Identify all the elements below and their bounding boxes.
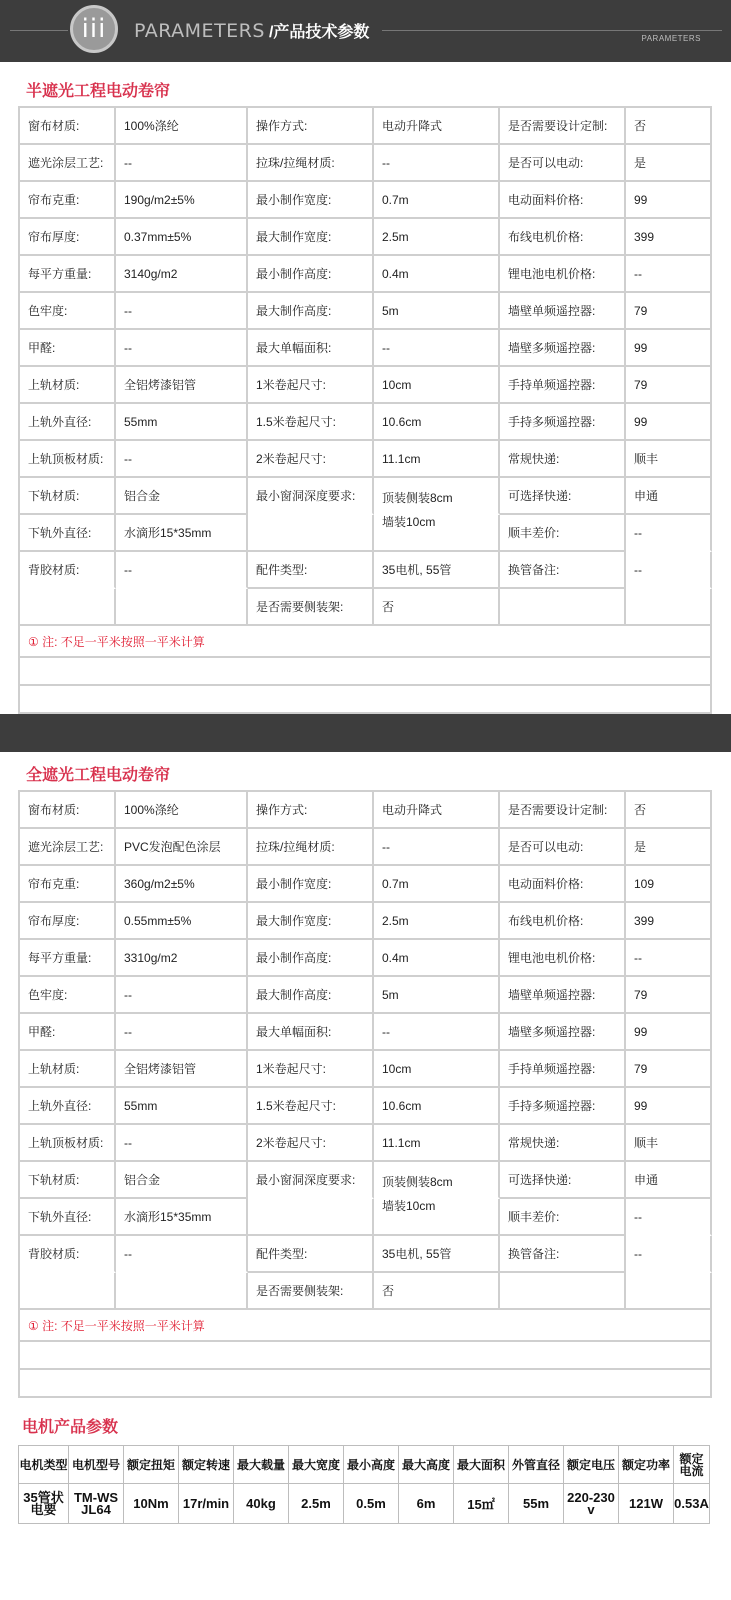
table-cell: 申通 — [626, 1162, 712, 1199]
note-text: ① 注: 不足一平米按照一平米计算 — [20, 1310, 712, 1342]
banner-small-text: PARAMETERS — [641, 34, 701, 43]
table-cell: 2米卷起尺寸: — [248, 441, 374, 478]
table-cell: 拉珠/拉绳材质: — [248, 145, 374, 182]
table-cell: 换管备注: — [500, 552, 626, 589]
motor-value-cell: 55m — [509, 1484, 564, 1524]
table-cell: 79 — [626, 293, 712, 330]
table-cell: 79 — [626, 367, 712, 404]
table-cell: 0.4m — [374, 256, 500, 293]
table-cell — [116, 589, 248, 626]
table-cell: 最小制作高度: — [248, 940, 374, 977]
table-cell: 手持多频遥控器: — [500, 1088, 626, 1125]
table-cell: 399 — [626, 219, 712, 256]
motor-header-cell: 额定电压 — [564, 1446, 619, 1484]
table-cell: 55mm — [116, 404, 248, 441]
table-cell — [248, 1199, 374, 1236]
motor-value-row — [19, 1484, 710, 1524]
table-cell: 99 — [626, 182, 712, 219]
table-row — [20, 1088, 712, 1125]
motor-header-cell: 电机类型 — [19, 1446, 69, 1484]
header-banner — [0, 0, 731, 62]
motor-header-cell: 最大面积 — [454, 1446, 509, 1484]
table-cell: 顺丰差价: — [500, 1199, 626, 1236]
table-cell: -- — [116, 1236, 248, 1273]
table-cell: 帘布克重: — [20, 866, 116, 903]
table-cell: 可选择快递: — [500, 478, 626, 515]
banner-title-en: PARAMETERS — [134, 20, 265, 42]
table-cell: 1米卷起尺寸: — [248, 367, 374, 404]
table-cell: 79 — [626, 1051, 712, 1088]
table-cell: 3310g/m2 — [116, 940, 248, 977]
table-cell: 否 — [626, 108, 712, 145]
table-cell: 1.5米卷起尺寸: — [248, 1088, 374, 1125]
motor-header-cell: 额定电流 — [674, 1446, 710, 1484]
table-cell: 全铝烤漆铝管 — [116, 1051, 248, 1088]
table-cell: 上轨外直径: — [20, 404, 116, 441]
table-cell: 铝合金 — [116, 478, 248, 515]
table-cell: 10cm — [374, 367, 500, 404]
table-cell: 水滴形15*35mm — [116, 515, 248, 552]
table-cell: 手持单频遥控器: — [500, 1051, 626, 1088]
table-row — [20, 792, 712, 829]
table-cell — [500, 1273, 626, 1310]
table-cell: 99 — [626, 1088, 712, 1125]
table-cell: 最小制作宽度: — [248, 182, 374, 219]
table-cell — [20, 1273, 116, 1310]
table-cell: 墙壁多频遥控器: — [500, 1014, 626, 1051]
table-cell: 是 — [626, 145, 712, 182]
motor-value-cell: 0.5m — [344, 1484, 399, 1524]
table-cell: 否 — [374, 1273, 500, 1310]
table-cell: 99 — [626, 330, 712, 367]
table-cell: 上轨顶板材质: — [20, 441, 116, 478]
table-row — [20, 1273, 712, 1310]
table-cell: 上轨材质: — [20, 367, 116, 404]
empty-row — [20, 658, 712, 686]
table-cell: 常规快递: — [500, 1125, 626, 1162]
table-cell — [626, 1273, 712, 1310]
table-cell: 最大制作高度: — [248, 977, 374, 1014]
table-cell: 下轨外直径: — [20, 1199, 116, 1236]
table-cell: 背胶材质: — [20, 1236, 116, 1273]
table-cell — [500, 589, 626, 626]
table-row — [20, 256, 712, 293]
motor-section-title: 电机产品参数 — [22, 1419, 119, 1436]
section2-param-table — [18, 790, 712, 1398]
table-cell: 11.1cm — [374, 1125, 500, 1162]
table-cell: 帘布克重: — [20, 182, 116, 219]
motor-value-cell: 17r/min — [179, 1484, 234, 1524]
banner-line-left — [10, 30, 68, 31]
table-cell: 拉珠/拉绳材质: — [248, 829, 374, 866]
table-row — [20, 977, 712, 1014]
banner-title — [134, 19, 369, 42]
table-row — [20, 404, 712, 441]
table-cell: 2.5m — [374, 903, 500, 940]
motor-header-cell: 外管直径 — [509, 1446, 564, 1484]
motor-header-cell: 最大高度 — [399, 1446, 454, 1484]
motor-value-cell: TM-WS JL64 — [69, 1484, 124, 1524]
table-cell: 0.7m — [374, 866, 500, 903]
table-cell: 10.6cm — [374, 1088, 500, 1125]
parameters-logo-icon: iii — [70, 5, 118, 53]
table-cell: 最大制作高度: — [248, 293, 374, 330]
table-cell: 100%涤纶 — [116, 108, 248, 145]
motor-header-cell: 最大载量 — [234, 1446, 289, 1484]
table-cell: 3140g/m2 — [116, 256, 248, 293]
table-cell: 墙壁多频遥控器: — [500, 330, 626, 367]
table-cell: -- — [116, 330, 248, 367]
table-cell: 0.7m — [374, 182, 500, 219]
table-cell: -- — [374, 330, 500, 367]
table-cell: 190g/m2±5% — [116, 182, 248, 219]
table-cell: 5m — [374, 977, 500, 1014]
table-cell: 0.4m — [374, 940, 500, 977]
note-text: ① 注: 不足一平米按照一平米计算 — [20, 626, 712, 658]
section2-title: 全遮光工程电动卷帘 — [26, 767, 171, 784]
table-cell: -- — [626, 552, 712, 589]
table-cell: 是否可以电动: — [500, 829, 626, 866]
table-cell: 最大制作宽度: — [248, 219, 374, 256]
table-cell: -- — [626, 256, 712, 293]
table-cell: -- — [116, 145, 248, 182]
table-cell: 最大制作宽度: — [248, 903, 374, 940]
table-cell: 99 — [626, 404, 712, 441]
table-cell: 锂电池电机价格: — [500, 940, 626, 977]
table-row — [20, 515, 712, 552]
table-cell: 每平方重量: — [20, 940, 116, 977]
banner-line-right — [382, 30, 722, 31]
motor-value-cell: 10Nm — [124, 1484, 179, 1524]
table-cell: 最大单幅面积: — [248, 330, 374, 367]
table-cell: 配件类型: — [248, 1236, 374, 1273]
depth-value-line2: 墙装10cm — [382, 1199, 436, 1213]
table-row — [20, 903, 712, 940]
table-cell: -- — [374, 1014, 500, 1051]
motor-header-row — [19, 1446, 710, 1484]
table-row — [20, 293, 712, 330]
table-cell: 55mm — [116, 1088, 248, 1125]
table-cell: 35电机, 55管 — [374, 552, 500, 589]
table-cell: -- — [116, 441, 248, 478]
table-cell: 每平方重量: — [20, 256, 116, 293]
table-cell: -- — [374, 145, 500, 182]
table-cell: 100%涤纶 — [116, 792, 248, 829]
table-cell: 是否需要设计定制: — [500, 108, 626, 145]
table-cell: 换管备注: — [500, 1236, 626, 1273]
table-cell: 是否需要侧装架: — [248, 1273, 374, 1310]
table-cell: 上轨材质: — [20, 1051, 116, 1088]
table-cell: 0.37mm±5% — [116, 219, 248, 256]
motor-value-cell: 15㎡ — [454, 1484, 509, 1524]
table-cell — [20, 589, 116, 626]
table-cell: 上轨顶板材质: — [20, 1125, 116, 1162]
table-cell: 360g/m2±5% — [116, 866, 248, 903]
motor-value-cell: 40kg — [234, 1484, 289, 1524]
table-cell: 常规快递: — [500, 441, 626, 478]
table-cell: 窗布材质: — [20, 108, 116, 145]
table-cell: 帘布厚度: — [20, 903, 116, 940]
table-cell: 遮光涂层工艺: — [20, 145, 116, 182]
table-cell: 下轨材质: — [20, 1162, 116, 1199]
table-cell: 5m — [374, 293, 500, 330]
table-cell: -- — [116, 1125, 248, 1162]
table-cell: 背胶材质: — [20, 552, 116, 589]
table-cell: 1米卷起尺寸: — [248, 1051, 374, 1088]
depth-value-line1: 顶装侧装8cm — [382, 1175, 453, 1189]
table-cell: 布线电机价格: — [500, 903, 626, 940]
depth-value-line2: 墙装10cm — [382, 515, 436, 529]
table-cell: 最小制作高度: — [248, 256, 374, 293]
banner-title-cn: /产品技术参数 — [268, 24, 370, 41]
section1-param-table — [18, 106, 712, 714]
table-cell: 2.5m — [374, 219, 500, 256]
depth-value-line1: 顶装侧装8cm — [382, 491, 453, 505]
table-cell: 铝合金 — [116, 1162, 248, 1199]
motor-value-cell: 0.53A — [674, 1484, 710, 1524]
table-cell: PVC发泡配色涂层 — [116, 829, 248, 866]
table-cell: 遮光涂层工艺: — [20, 829, 116, 866]
table-cell: 申通 — [626, 478, 712, 515]
motor-value-cell: 6m — [399, 1484, 454, 1524]
table-cell: 操作方式: — [248, 108, 374, 145]
table-cell: 顺丰 — [626, 441, 712, 478]
table-cell: 电动升降式 — [374, 792, 500, 829]
table-cell: 色牢度: — [20, 977, 116, 1014]
table-row — [20, 182, 712, 219]
section-divider — [0, 714, 731, 752]
table-cell: 上轨外直径: — [20, 1088, 116, 1125]
table-cell: 窗布材质: — [20, 792, 116, 829]
table-cell: 配件类型: — [248, 552, 374, 589]
table-cell: -- — [626, 1199, 712, 1236]
table-row — [20, 1051, 712, 1088]
table-cell: -- — [116, 293, 248, 330]
empty-row — [20, 1370, 712, 1398]
table-cell: 色牢度: — [20, 293, 116, 330]
table-row — [20, 219, 712, 256]
table-cell: 帘布厚度: — [20, 219, 116, 256]
table-cell: 399 — [626, 903, 712, 940]
table-cell: 0.55mm±5% — [116, 903, 248, 940]
table-row — [20, 441, 712, 478]
table-cell: 最小制作宽度: — [248, 866, 374, 903]
table-cell: 电动面料价格: — [500, 182, 626, 219]
table-row — [20, 1199, 712, 1236]
table-cell: 10cm — [374, 1051, 500, 1088]
table-cell: 79 — [626, 977, 712, 1014]
motor-header-cell: 额定转速 — [179, 1446, 234, 1484]
table-cell: 最小窗洞深度要求: — [248, 1162, 374, 1199]
table-cell: 手持多频遥控器: — [500, 404, 626, 441]
table-cell: 2米卷起尺寸: — [248, 1125, 374, 1162]
motor-value-cell: 121W — [619, 1484, 674, 1524]
table-cell: 是否可以电动: — [500, 145, 626, 182]
table-cell: 手持单频遥控器: — [500, 367, 626, 404]
motor-header-cell: 额定功率 — [619, 1446, 674, 1484]
section1-title: 半遮光工程电动卷帘 — [26, 83, 171, 100]
table-row — [20, 1125, 712, 1162]
table-cell: 锂电池电机价格: — [500, 256, 626, 293]
table-cell — [626, 589, 712, 626]
table-cell — [248, 515, 374, 552]
table-cell: 11.1cm — [374, 441, 500, 478]
table-row — [20, 589, 712, 626]
table-cell: -- — [116, 1014, 248, 1051]
table-cell: 下轨材质: — [20, 478, 116, 515]
motor-header-cell: 最小高度 — [344, 1446, 399, 1484]
table-cell: 是否需要设计定制: — [500, 792, 626, 829]
empty-row — [20, 1342, 712, 1370]
table-row — [20, 108, 712, 145]
table-row — [20, 1014, 712, 1051]
table-cell: 墙壁单频遥控器: — [500, 977, 626, 1014]
table-cell: -- — [626, 515, 712, 552]
table-row — [20, 1236, 712, 1273]
motor-param-table — [18, 1445, 710, 1524]
table-cell: -- — [626, 940, 712, 977]
table-cell: -- — [626, 1236, 712, 1273]
table-cell: 最大单幅面积: — [248, 1014, 374, 1051]
table-cell: 否 — [626, 792, 712, 829]
table-cell: 109 — [626, 866, 712, 903]
table-cell: 操作方式: — [248, 792, 374, 829]
motor-value-cell: 2.5m — [289, 1484, 344, 1524]
table-row — [20, 367, 712, 404]
table-cell: 否 — [374, 589, 500, 626]
table-row — [20, 829, 712, 866]
table-cell: 甲醛: — [20, 330, 116, 367]
table-cell: 10.6cm — [374, 404, 500, 441]
motor-value-cell: 35管状电要 — [19, 1484, 69, 1524]
table-cell: 是 — [626, 829, 712, 866]
table-cell: 全铝烤漆铝管 — [116, 367, 248, 404]
table-cell: 下轨外直径: — [20, 515, 116, 552]
empty-row — [20, 686, 712, 714]
table-cell: -- — [374, 829, 500, 866]
table-row — [20, 940, 712, 977]
table-cell: 电动面料价格: — [500, 866, 626, 903]
table-row — [20, 1162, 712, 1199]
table-cell: 是否需要侧装架: — [248, 589, 374, 626]
table-cell: -- — [116, 552, 248, 589]
motor-header-cell: 电机型号 — [69, 1446, 124, 1484]
table-cell — [116, 1273, 248, 1310]
table-cell: 布线电机价格: — [500, 219, 626, 256]
table-cell: 顺丰差价: — [500, 515, 626, 552]
motor-header-cell: 最大宽度 — [289, 1446, 344, 1484]
table-cell: 35电机, 55管 — [374, 1236, 500, 1273]
table-row — [20, 552, 712, 589]
table-cell: 水滴形15*35mm — [116, 1199, 248, 1236]
table-row — [20, 866, 712, 903]
table-cell: 可选择快递: — [500, 1162, 626, 1199]
table-cell: 甲醛: — [20, 1014, 116, 1051]
motor-value-cell: 220-230v — [564, 1484, 619, 1524]
table-cell: 最小窗洞深度要求: — [248, 478, 374, 515]
table-cell: 1.5米卷起尺寸: — [248, 404, 374, 441]
motor-header-cell: 额定扭矩 — [124, 1446, 179, 1484]
table-row — [20, 478, 712, 515]
table-cell: 墙壁单频遥控器: — [500, 293, 626, 330]
table-row — [20, 145, 712, 182]
table-cell: 电动升降式 — [374, 108, 500, 145]
table-cell: 顺丰 — [626, 1125, 712, 1162]
table-cell: -- — [116, 977, 248, 1014]
table-cell: 99 — [626, 1014, 712, 1051]
table-row — [20, 330, 712, 367]
